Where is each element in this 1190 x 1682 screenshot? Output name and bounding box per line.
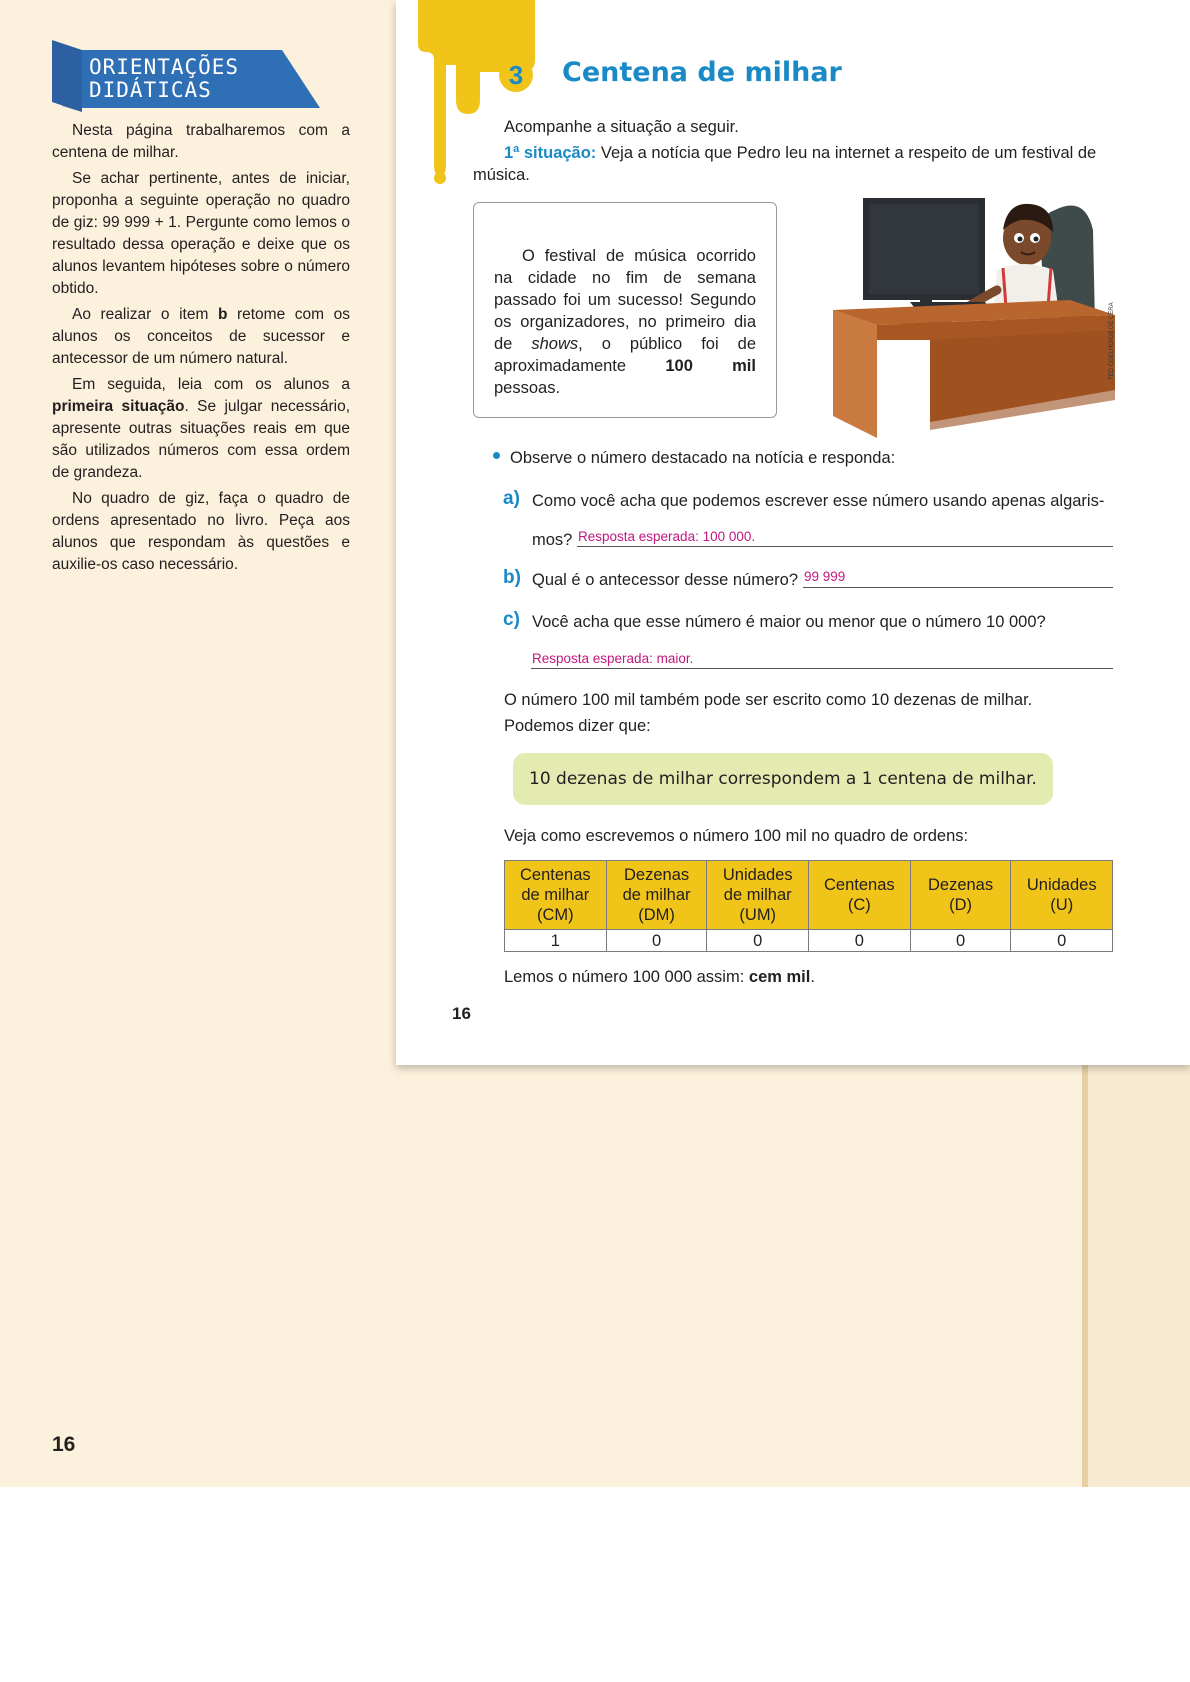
- reading-text: Lemos o número 100 000 assim: cem mil.: [504, 968, 815, 986]
- answer-b: 99 999: [804, 569, 846, 584]
- answer-a: Resposta esperada: 100 000.: [578, 529, 756, 544]
- note-paragraph: Nesta página trabalharemos com a centena de milhar.: [52, 122, 350, 161]
- question-c-text: Você acha que esse número é maior ou menor que o número 10 000?: [532, 613, 1046, 631]
- note-paragraph: Em seguida, leia com os alunos a primeira situação. Se julgar necessário, apresente outras situações reais em que são utilizados números com essa ordem de grandeza.: [52, 376, 351, 481]
- cell-c: 0: [808, 930, 910, 952]
- cell-u: 0: [1011, 930, 1113, 952]
- note-paragraph: Se achar pertinente, antes de iniciar, proponha a seguinte operação no quadro de giz: 99 999 + 1. Pergunte como lemos o resultado dessa operação e deixe que os alunos levantem hipóteses sobre o número obtido.: [52, 170, 350, 297]
- table-intro: Veja como escrevemos o número 100 mil no quadro de ordens:: [504, 827, 969, 845]
- illustration-credit: TED COELHO/GB DE CERA: [1109, 302, 1115, 380]
- header-cm: Centenas de milhar (CM): [505, 861, 607, 930]
- cell-cm: 1: [505, 930, 607, 952]
- next-page-edge: [1088, 1060, 1190, 1487]
- question-a-text-cont: mos?: [532, 531, 573, 549]
- cell-um: 0: [707, 930, 809, 952]
- highlight-box: 10 dezenas de milhar correspondem a 1 centena de milhar.: [513, 753, 1053, 805]
- question-c-letter: c): [503, 609, 520, 630]
- cell-d: 0: [910, 930, 1011, 952]
- answer-line-a: [577, 546, 1113, 547]
- left-page-number: 16: [52, 1433, 76, 1456]
- question-b-text: Qual é o antecessor desse número?: [532, 571, 798, 589]
- situation-text: 1ª situação: Veja a notícia que Pedro leu na internet a respeito de um festival de: [504, 144, 1097, 162]
- section-number-badge: 3: [499, 58, 533, 92]
- header-c: Centenas (C): [808, 861, 910, 930]
- question-a-text: Como você acha que podemos escrever esse número usando apenas algaris-: [532, 492, 1105, 510]
- orders-table: [504, 860, 1113, 952]
- header-um: Unidades de milhar (UM): [707, 861, 809, 930]
- answer-line-c: [531, 668, 1113, 669]
- bullet-icon: [493, 452, 500, 459]
- intro-text: Acompanhe a situação a seguir.: [504, 118, 739, 136]
- note-paragraph: Ao realizar o item b retome com os alunos os conceitos de sucessor e antecessor de um número natural.: [52, 306, 350, 367]
- table-row: [505, 930, 1113, 952]
- question-a-letter: a): [503, 488, 520, 509]
- header-dm: Dezenas de milhar (DM): [606, 861, 707, 930]
- cell-dm: 0: [606, 930, 707, 952]
- header-u: Unidades (U): [1011, 861, 1113, 930]
- questions-prompt: Observe o número destacado na notícia e responda:: [510, 449, 896, 467]
- answer-c: Resposta esperada: maior.: [532, 651, 694, 666]
- teacher-notes: [52, 120, 350, 580]
- explanation-line1: O número 100 mil também pode ser escrito como 10 dezenas de milhar.: [504, 691, 1033, 709]
- page-number: 16: [452, 1004, 471, 1023]
- situation-text-cont: música.: [473, 166, 530, 184]
- question-b-letter: b): [503, 567, 521, 588]
- banner-title: ORIENTAÇÕES DIDÁTICAS: [89, 55, 240, 102]
- section-title: Centena de milhar: [562, 57, 842, 88]
- boy-at-computer-illustration: [825, 190, 1125, 450]
- news-box: O festival de música ocorrido na cidade no fim de semana passado foi um sucesso! Segundo os organizadores, no primeiro dia de shows, o público foi de aproximadamente 100 mil pessoas.: [473, 202, 777, 418]
- explanation-line2: Podemos dizer que:: [504, 717, 651, 735]
- answer-line-b: [803, 587, 1113, 588]
- note-paragraph: No quadro de giz, faça o quadro de ordens apresentado no livro. Peça aos alunos que respondam às questões e auxilie-os caso necessário.: [52, 490, 350, 573]
- header-d: Dezenas (D): [910, 861, 1011, 930]
